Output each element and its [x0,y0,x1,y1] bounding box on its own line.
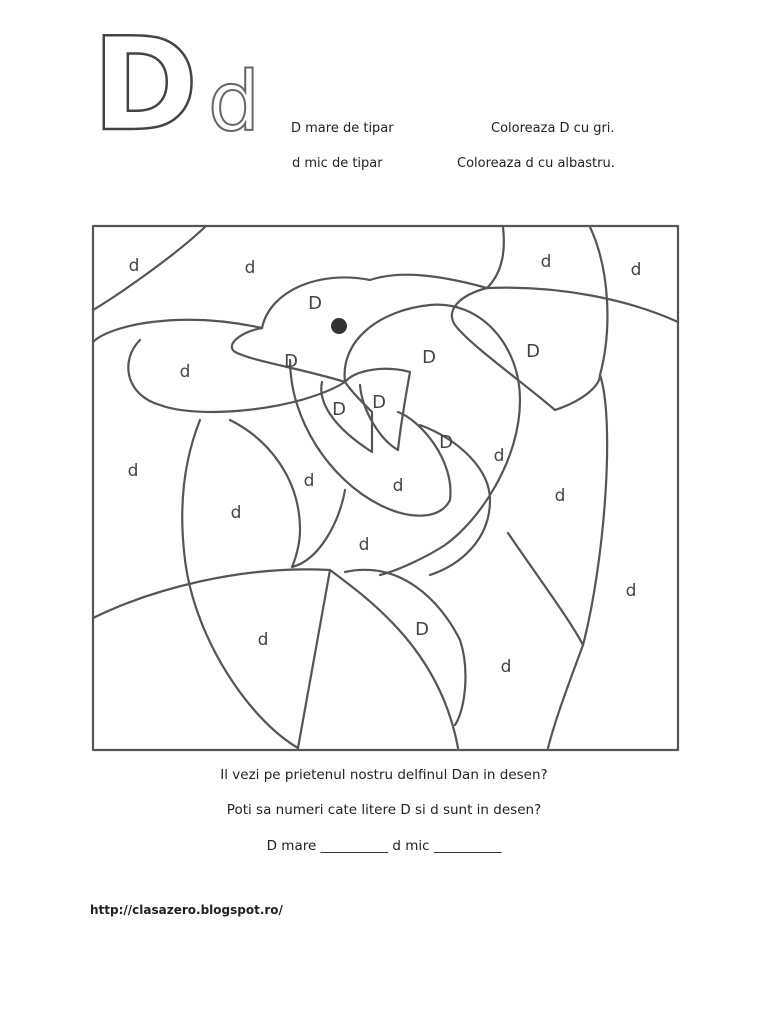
instruction-small-d-task: Coloreaza d cu albastru. [457,156,615,171]
lowercase-d-label: d [500,657,512,677]
lowercase-d-label: d [392,476,404,496]
dolphin-body-line [290,360,450,516]
lowercase-d-label: d [358,535,370,555]
lowercase-d-label: d [630,260,642,280]
big-letter-D: D [92,11,199,160]
region-line [230,420,300,567]
region-line [487,288,678,322]
uppercase-D-label: D [308,293,322,314]
lowercase-d-label: d [540,252,552,272]
small-letter-d: d [208,55,261,150]
region-line [508,533,583,645]
lowercase-d-label: d [127,461,139,481]
instruction-big-d-task: Coloreaza D cu gri. [491,121,615,136]
region-line [93,227,205,310]
dolphin-eye [331,318,347,334]
question-1: Il vezi pe prietenul nostru delfinul Dan in desen? [220,767,548,783]
region-line [583,375,607,645]
lowercase-d-label: d [303,471,315,491]
picture-frame [93,226,678,750]
website-link[interactable]: http://clasazero.blogspot.ro/ [90,903,283,917]
lowercase-d-label: d [244,258,256,278]
wave-line [93,569,330,618]
instruction-big-d-name: D mare de tipar [291,121,394,136]
uppercase-D-label: D [284,351,298,372]
lowercase-d-label: d [128,256,140,276]
region-line [330,570,458,748]
lowercase-d-label: d [230,503,242,523]
question-2: Poti sa numeri cate litere D si d sunt in desen? [226,802,542,818]
region-line [548,645,583,748]
lowercase-d-label: d [493,446,505,466]
dolphin-fin-line [345,570,465,725]
dolphin-jaw-line [321,382,372,452]
instruction-small-d-name: d mic de tipar [292,156,383,171]
uppercase-D-label: D [415,619,429,640]
region-line [182,420,298,748]
uppercase-D-label: D [332,399,346,420]
dolphin-mouth-line [345,369,410,382]
region-line [590,227,607,375]
region-line [487,227,504,288]
uppercase-D-label: D [422,347,436,368]
count-answer-line: D mare __________ d mic __________ [266,838,502,854]
lowercase-d-label: d [179,362,191,382]
uppercase-D-label: D [439,432,453,453]
lowercase-d-label: d [257,630,269,650]
uppercase-D-label: D [372,392,386,413]
lowercase-d-label: d [625,581,637,601]
lowercase-d-label: d [554,486,566,506]
uppercase-D-label: D [526,341,540,362]
region-line [298,570,330,748]
region-line [128,340,345,412]
